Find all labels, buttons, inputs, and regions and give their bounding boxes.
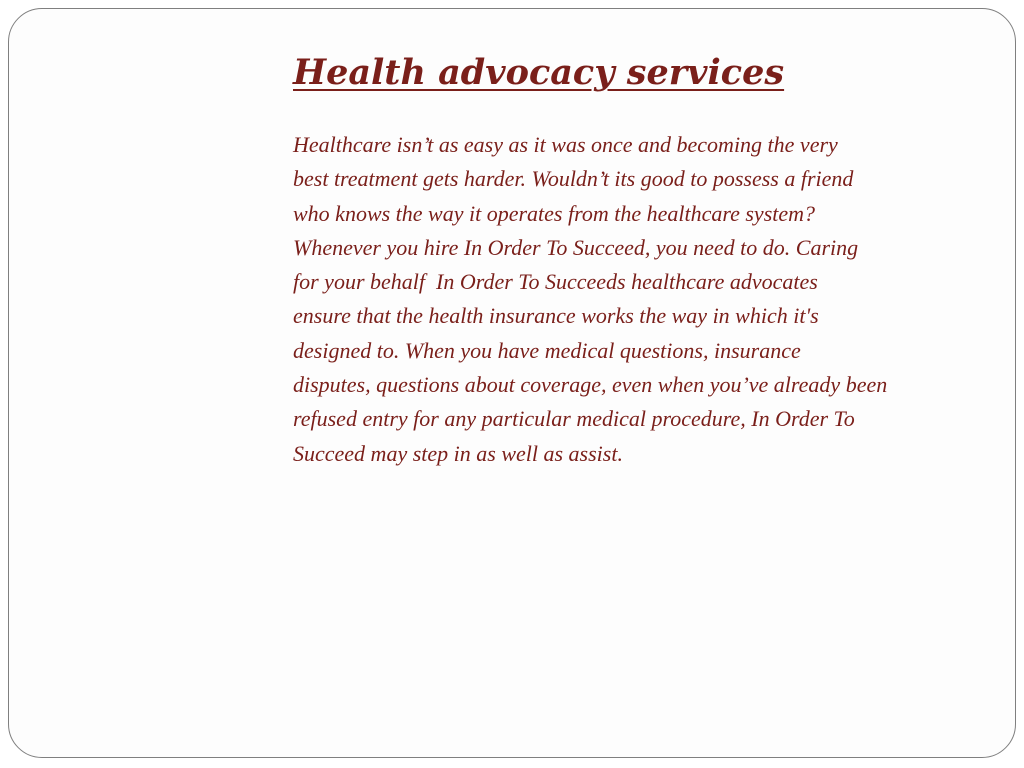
slide-title: Health advocacy services	[293, 52, 785, 93]
body-line: Healthcare isn’t as easy as it was once and becoming the very	[293, 132, 838, 157]
body-line: who knows the way it operates from the healthcare system?	[293, 200, 816, 226]
body-line: disputes, questions about coverage, even when you’ve already been	[293, 372, 888, 398]
body-line: designed to. When you have medical questions, insurance	[293, 337, 801, 363]
body-line: Succeed may step in as well as assist.	[293, 440, 623, 466]
slide-frame	[8, 8, 1016, 758]
body-line: Whenever you hire In Order To Succeed, you need to do. Caring	[293, 234, 859, 260]
body-line: for your behalf In Order To Succeeds healthcare advocates	[293, 269, 818, 295]
slide-body-text	[293, 128, 983, 471]
body-line: best treatment gets harder. Wouldn’t its good to possess a friend	[293, 166, 854, 192]
body-line: refused entry for any particular medical procedure, In Order To	[293, 406, 855, 432]
body-line: ensure that the health insurance works the way in which it's	[293, 303, 819, 329]
